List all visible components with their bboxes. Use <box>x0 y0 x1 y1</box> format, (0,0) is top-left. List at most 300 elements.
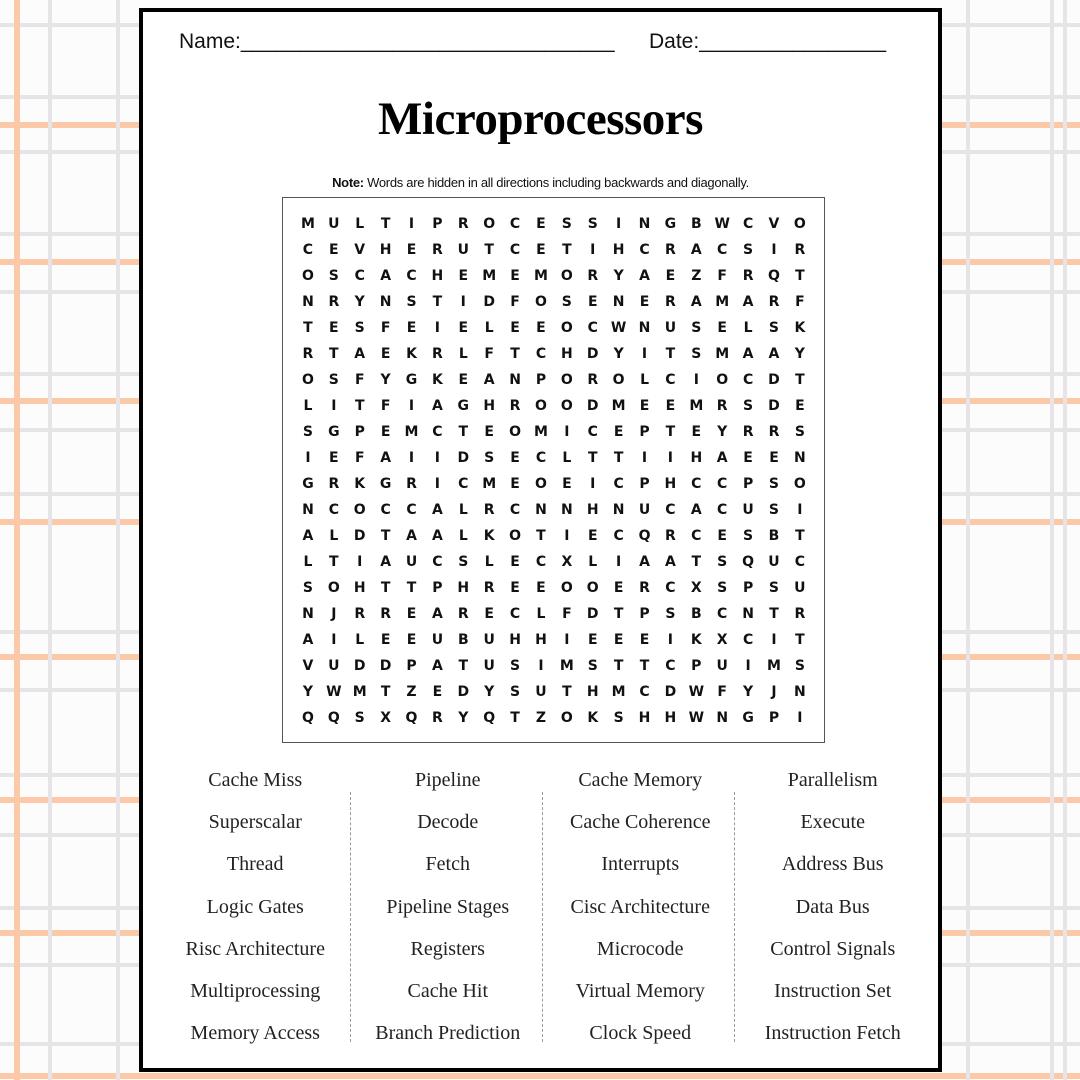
grid-letter[interactable]: D <box>664 684 677 700</box>
grid-letter[interactable]: N <box>612 502 625 518</box>
grid-letter[interactable]: M <box>352 684 367 700</box>
grid-letter[interactable]: C <box>406 502 417 518</box>
grid-letter[interactable]: K <box>406 346 417 362</box>
grid-letter[interactable]: P <box>535 372 547 388</box>
grid-letter[interactable]: Y <box>484 684 495 700</box>
grid-letter[interactable]: I <box>434 320 440 336</box>
grid-letter[interactable]: N <box>612 294 625 310</box>
grid-letter[interactable]: P <box>639 606 650 622</box>
grid-letter[interactable]: H <box>586 502 599 518</box>
grid-letter[interactable]: E <box>406 632 417 648</box>
grid-letter[interactable]: S <box>561 216 572 232</box>
grid-letter[interactable]: S <box>717 580 728 596</box>
grid-letter[interactable]: P <box>406 658 417 674</box>
grid-letter[interactable]: A <box>302 528 314 544</box>
grid-letter[interactable]: U <box>483 632 495 648</box>
grid-letter[interactable]: V <box>302 658 314 674</box>
grid-letter[interactable]: H <box>638 710 651 726</box>
grid-letter[interactable]: I <box>408 216 415 232</box>
grid-letter[interactable]: F <box>717 684 727 700</box>
grid-letter[interactable]: W <box>688 684 705 700</box>
grid-letter[interactable]: R <box>742 268 754 284</box>
grid-letter[interactable]: O <box>612 372 625 388</box>
grid-letter[interactable]: L <box>303 554 313 570</box>
grid-letter[interactable]: P <box>432 580 443 596</box>
grid-letter[interactable]: G <box>742 710 754 726</box>
grid-letter[interactable]: D <box>586 606 599 622</box>
grid-letter[interactable]: T <box>639 658 650 674</box>
grid-letter[interactable]: D <box>353 528 366 544</box>
grid-letter[interactable]: I <box>564 632 570 648</box>
grid-letter[interactable]: F <box>354 372 365 388</box>
grid-letter[interactable]: R <box>768 294 780 310</box>
grid-letter[interactable]: U <box>638 502 651 518</box>
grid-letter[interactable]: O <box>560 710 573 726</box>
grid-letter[interactable]: I <box>331 398 337 414</box>
grid-letter[interactable]: P <box>639 424 650 440</box>
grid-letter[interactable]: S <box>354 710 365 726</box>
grid-letter[interactable]: K <box>794 320 806 336</box>
grid-letter[interactable]: H <box>612 242 625 258</box>
grid-letter[interactable]: Y <box>302 684 314 700</box>
grid-letter[interactable]: E <box>639 632 650 648</box>
grid-letter[interactable]: T <box>458 424 469 440</box>
grid-letter[interactable]: X <box>561 554 573 570</box>
grid-letter[interactable]: O <box>301 268 314 284</box>
grid-letter[interactable]: I <box>771 242 777 258</box>
grid-letter[interactable]: L <box>355 632 365 648</box>
grid-letter[interactable]: D <box>768 398 780 414</box>
grid-letter[interactable]: D <box>379 658 392 674</box>
grid-letter[interactable]: J <box>331 606 337 622</box>
grid-letter[interactable]: C <box>613 476 624 492</box>
grid-letter[interactable]: Y <box>458 710 469 726</box>
grid-letter[interactable]: C <box>742 372 754 388</box>
grid-letter[interactable]: G <box>405 372 418 388</box>
grid-letter[interactable]: A <box>431 398 443 414</box>
grid-letter[interactable]: E <box>769 450 779 466</box>
grid-letter[interactable]: E <box>665 398 676 414</box>
grid-letter[interactable]: C <box>717 502 728 518</box>
grid-letter[interactable]: T <box>795 372 805 388</box>
grid-letter[interactable]: O <box>560 268 573 284</box>
grid-letter[interactable]: I <box>797 502 803 518</box>
grid-letter[interactable]: R <box>457 606 469 622</box>
grid-letter[interactable]: A <box>639 554 650 570</box>
grid-letter[interactable]: S <box>587 216 598 232</box>
grid-letter[interactable]: U <box>768 554 780 570</box>
grid-letter[interactable]: Y <box>613 346 624 362</box>
grid-letter[interactable]: L <box>355 216 365 232</box>
grid-letter[interactable]: H <box>483 398 496 414</box>
grid-letter[interactable]: W <box>688 710 705 726</box>
grid-letter[interactable]: R <box>406 476 417 492</box>
grid-letter[interactable]: L <box>458 346 468 362</box>
grid-letter[interactable]: F <box>380 398 391 414</box>
grid-letter[interactable]: Q <box>638 528 651 544</box>
grid-letter[interactable]: M <box>482 476 497 492</box>
grid-letter[interactable]: L <box>458 528 468 544</box>
grid-letter[interactable]: R <box>639 580 650 596</box>
grid-letter[interactable]: C <box>432 554 443 570</box>
grid-letter[interactable]: S <box>768 476 780 492</box>
grid-letter[interactable]: U <box>431 632 444 648</box>
grid-letter[interactable]: Z <box>535 710 547 726</box>
grid-letter[interactable]: M <box>715 346 730 362</box>
grid-letter[interactable]: N <box>742 606 754 622</box>
grid-letter[interactable]: F <box>380 320 391 336</box>
grid-letter[interactable]: S <box>354 320 365 336</box>
grid-letter[interactable]: U <box>405 554 418 570</box>
grid-letter[interactable]: I <box>434 450 440 466</box>
grid-letter[interactable]: P <box>742 476 754 492</box>
grid-letter[interactable]: A <box>354 346 366 362</box>
grid-letter[interactable]: S <box>665 606 676 622</box>
grid-letter[interactable]: O <box>560 372 573 388</box>
grid-letter[interactable]: C <box>665 580 676 596</box>
grid-letter[interactable]: T <box>510 710 520 726</box>
grid-letter[interactable]: M <box>611 398 626 414</box>
grid-letter[interactable]: T <box>329 554 339 570</box>
grid-letter[interactable]: R <box>587 268 599 284</box>
grid-letter[interactable]: E <box>562 476 572 492</box>
grid-letter[interactable]: H <box>586 684 599 700</box>
grid-letter[interactable]: T <box>510 346 520 362</box>
grid-letter[interactable]: I <box>745 658 751 674</box>
grid-letter[interactable]: R <box>354 606 366 622</box>
grid-letter[interactable]: E <box>484 606 494 622</box>
grid-letter[interactable]: Q <box>483 710 496 726</box>
grid-letter[interactable]: E <box>406 242 417 258</box>
grid-letter[interactable]: S <box>328 372 339 388</box>
grid-letter[interactable]: E <box>484 424 494 440</box>
grid-letter[interactable]: O <box>509 528 522 544</box>
grid-letter[interactable]: U <box>716 658 728 674</box>
grid-letter[interactable]: C <box>742 216 754 232</box>
grid-letter[interactable]: N <box>379 294 392 310</box>
grid-letter[interactable]: R <box>302 346 314 362</box>
grid-letter[interactable]: U <box>457 242 469 258</box>
grid-letter[interactable]: T <box>484 242 494 258</box>
grid-letter[interactable]: S <box>302 424 313 440</box>
grid-letter[interactable]: I <box>460 294 466 310</box>
grid-letter[interactable]: O <box>353 502 366 518</box>
grid-letter[interactable]: I <box>616 554 622 570</box>
grid-letter[interactable]: M <box>533 424 548 440</box>
grid-letter[interactable]: C <box>535 450 547 466</box>
grid-letter[interactable]: C <box>794 554 805 570</box>
grid-letter[interactable]: C <box>665 658 676 674</box>
grid-letter[interactable]: T <box>380 216 391 232</box>
grid-letter[interactable]: C <box>432 424 443 440</box>
grid-letter[interactable]: T <box>432 294 443 310</box>
grid-letter[interactable]: A <box>431 606 443 622</box>
grid-letter[interactable]: B <box>690 606 702 622</box>
grid-letter[interactable]: T <box>769 606 779 622</box>
grid-letter[interactable]: T <box>613 450 624 466</box>
grid-letter[interactable]: U <box>328 216 340 232</box>
grid-letter[interactable]: A <box>742 346 754 362</box>
grid-letter[interactable]: S <box>510 658 521 674</box>
grid-letter[interactable]: I <box>305 450 311 466</box>
grid-letter[interactable]: Y <box>354 294 365 310</box>
grid-letter[interactable]: I <box>331 632 337 648</box>
grid-letter[interactable]: C <box>302 242 314 258</box>
grid-letter[interactable]: E <box>510 476 520 492</box>
grid-letter[interactable]: H <box>664 476 677 492</box>
grid-letter[interactable]: G <box>302 476 314 492</box>
grid-letter[interactable]: C <box>665 502 676 518</box>
grid-letter[interactable]: K <box>587 710 599 726</box>
grid-letter[interactable]: M <box>533 268 548 284</box>
grid-letter[interactable]: U <box>742 502 754 518</box>
grid-letter[interactable]: A <box>664 554 676 570</box>
grid-letter[interactable]: L <box>640 372 649 388</box>
grid-letter[interactable]: E <box>458 320 469 336</box>
grid-letter[interactable]: S <box>484 450 495 466</box>
grid-letter[interactable]: L <box>484 320 494 336</box>
grid-letter[interactable]: C <box>535 346 547 362</box>
grid-letter[interactable]: D <box>457 684 470 700</box>
grid-letter[interactable]: T <box>691 554 702 570</box>
grid-letter[interactable]: N <box>302 606 314 622</box>
grid-letter[interactable]: S <box>587 658 598 674</box>
grid-letter[interactable]: X <box>380 710 392 726</box>
grid-letter[interactable]: Y <box>743 684 754 700</box>
grid-letter[interactable]: S <box>768 320 780 336</box>
grid-letter[interactable]: S <box>768 502 780 518</box>
grid-letter[interactable]: F <box>795 294 805 310</box>
grid-letter[interactable]: T <box>380 684 391 700</box>
grid-letter[interactable]: C <box>691 528 702 544</box>
grid-letter[interactable]: N <box>509 372 521 388</box>
grid-letter[interactable]: K <box>690 632 702 648</box>
grid-letter[interactable]: A <box>742 294 754 310</box>
grid-letter[interactable]: I <box>667 450 674 466</box>
grid-letter[interactable]: E <box>613 580 624 596</box>
grid-letter[interactable]: G <box>457 398 470 414</box>
grid-letter[interactable]: U <box>794 580 806 596</box>
grid-letter[interactable]: R <box>432 710 443 726</box>
grid-letter[interactable]: R <box>380 606 391 622</box>
grid-letter[interactable]: C <box>717 606 728 622</box>
grid-letter[interactable]: D <box>483 294 495 310</box>
grid-letter[interactable]: C <box>742 632 754 648</box>
grid-letter[interactable]: R <box>432 242 443 258</box>
grid-letter[interactable]: C <box>691 476 702 492</box>
grid-letter[interactable]: N <box>302 294 314 310</box>
grid-letter[interactable]: M <box>404 424 419 440</box>
grid-letter[interactable]: I <box>667 632 674 648</box>
grid-letter[interactable]: E <box>795 398 805 414</box>
grid-letter[interactable]: O <box>716 372 729 388</box>
grid-letter[interactable]: C <box>717 476 728 492</box>
grid-letter[interactable]: T <box>613 606 624 622</box>
grid-letter[interactable]: E <box>329 320 339 336</box>
grid-letter[interactable]: C <box>380 502 391 518</box>
grid-letter[interactable]: A <box>690 502 702 518</box>
grid-letter[interactable]: W <box>326 684 342 700</box>
grid-letter[interactable]: E <box>458 372 469 388</box>
grid-letter[interactable]: Y <box>717 424 728 440</box>
grid-letter[interactable]: C <box>328 502 339 518</box>
grid-letter[interactable]: O <box>535 476 547 492</box>
grid-letter[interactable]: O <box>535 294 547 310</box>
grid-letter[interactable]: N <box>638 216 651 232</box>
grid-letter[interactable]: S <box>794 424 805 440</box>
grid-letter[interactable]: D <box>586 346 599 362</box>
grid-letter[interactable]: E <box>380 346 391 362</box>
grid-letter[interactable]: O <box>535 398 547 414</box>
grid-letter[interactable]: N <box>638 320 651 336</box>
grid-letter[interactable]: X <box>716 632 728 648</box>
grid-letter[interactable]: C <box>458 476 469 492</box>
grid-letter[interactable]: E <box>329 450 339 466</box>
grid-letter[interactable]: P <box>639 476 650 492</box>
grid-letter[interactable]: E <box>510 554 520 570</box>
grid-letter[interactable]: A <box>431 528 443 544</box>
grid-letter[interactable]: I <box>590 242 596 258</box>
grid-letter[interactable]: A <box>380 268 392 284</box>
grid-letter[interactable]: E <box>432 684 443 700</box>
grid-letter[interactable]: T <box>536 528 546 544</box>
grid-letter[interactable]: E <box>639 398 650 414</box>
grid-letter[interactable]: F <box>510 294 520 310</box>
grid-letter[interactable]: U <box>483 658 495 674</box>
grid-letter[interactable]: R <box>509 398 521 414</box>
grid-letter[interactable]: S <box>743 528 754 544</box>
grid-letter[interactable]: A <box>639 268 650 284</box>
grid-letter[interactable]: I <box>616 216 622 232</box>
grid-letter[interactable]: S <box>691 320 702 336</box>
date-field[interactable]: Date:________________ <box>649 30 887 53</box>
grid-letter[interactable]: F <box>562 606 572 622</box>
grid-letter[interactable]: P <box>742 580 754 596</box>
grid-letter[interactable]: T <box>329 346 339 362</box>
grid-letter[interactable]: N <box>535 502 547 518</box>
grid-letter[interactable]: R <box>768 424 780 440</box>
grid-letter[interactable]: R <box>328 294 340 310</box>
grid-letter[interactable]: C <box>587 424 598 440</box>
grid-letter[interactable]: O <box>560 398 573 414</box>
grid-letter[interactable]: C <box>639 242 650 258</box>
grid-letter[interactable]: N <box>794 684 806 700</box>
grid-letter[interactable]: P <box>768 710 780 726</box>
grid-letter[interactable]: R <box>665 528 676 544</box>
grid-letter[interactable]: R <box>432 346 443 362</box>
grid-letter[interactable]: S <box>613 710 624 726</box>
name-field[interactable]: Name:________________________________ <box>179 30 615 53</box>
grid-letter[interactable]: T <box>562 242 572 258</box>
grid-letter[interactable]: P <box>354 424 365 440</box>
grid-letter[interactable]: S <box>743 398 754 414</box>
grid-letter[interactable]: L <box>458 502 468 518</box>
grid-letter[interactable]: C <box>509 502 521 518</box>
grid-letter[interactable]: E <box>510 450 520 466</box>
grid-letter[interactable]: L <box>484 554 494 570</box>
grid-letter[interactable]: C <box>613 528 624 544</box>
grid-letter[interactable]: C <box>665 372 676 388</box>
grid-letter[interactable]: E <box>587 294 598 310</box>
grid-letter[interactable]: H <box>457 580 470 596</box>
grid-letter[interactable]: T <box>303 320 313 336</box>
grid-letter[interactable]: R <box>794 606 806 622</box>
grid-letter[interactable]: M <box>300 216 315 232</box>
grid-letter[interactable]: G <box>379 476 392 492</box>
grid-letter[interactable]: E <box>406 606 417 622</box>
grid-letter[interactable]: A <box>690 242 702 258</box>
grid-letter[interactable]: K <box>431 372 443 388</box>
grid-letter[interactable]: I <box>693 372 699 388</box>
grid-letter[interactable]: S <box>458 554 469 570</box>
grid-letter[interactable]: I <box>357 554 363 570</box>
grid-letter[interactable]: R <box>665 242 676 258</box>
grid-letter[interactable]: M <box>689 398 704 414</box>
grid-letter[interactable]: Q <box>301 710 314 726</box>
grid-letter[interactable]: O <box>301 372 314 388</box>
grid-letter[interactable]: O <box>483 216 496 232</box>
grid-letter[interactable]: A <box>483 372 495 388</box>
grid-letter[interactable]: L <box>329 528 339 544</box>
grid-letter[interactable]: N <box>302 502 314 518</box>
grid-letter[interactable]: S <box>691 346 702 362</box>
grid-letter[interactable]: O <box>327 580 340 596</box>
grid-letter[interactable]: I <box>641 450 648 466</box>
grid-letter[interactable]: Y <box>613 268 624 284</box>
grid-letter[interactable]: A <box>380 450 392 466</box>
grid-letter[interactable]: G <box>664 216 677 232</box>
grid-letter[interactable]: I <box>564 424 570 440</box>
grid-letter[interactable]: W <box>610 320 627 336</box>
grid-letter[interactable]: D <box>457 450 470 466</box>
grid-letter[interactable]: I <box>641 346 648 362</box>
grid-letter[interactable]: S <box>717 554 728 570</box>
grid-letter[interactable]: S <box>561 294 572 310</box>
grid-letter[interactable]: Q <box>327 710 340 726</box>
grid-letter[interactable]: L <box>562 450 572 466</box>
grid-letter[interactable]: T <box>562 684 572 700</box>
grid-letter[interactable]: C <box>717 242 728 258</box>
grid-letter[interactable]: E <box>536 320 546 336</box>
grid-letter[interactable]: M <box>559 658 574 674</box>
grid-letter[interactable]: F <box>717 268 727 284</box>
grid-letter[interactable]: L <box>536 606 546 622</box>
grid-letter[interactable]: R <box>742 424 754 440</box>
grid-letter[interactable]: E <box>613 424 624 440</box>
grid-letter[interactable]: S <box>302 580 313 596</box>
grid-letter[interactable]: I <box>590 476 596 492</box>
grid-letter[interactable]: E <box>639 294 650 310</box>
grid-letter[interactable]: A <box>302 632 314 648</box>
grid-letter[interactable]: M <box>767 658 781 674</box>
grid-letter[interactable]: Z <box>691 268 702 284</box>
grid-letter[interactable]: C <box>509 242 521 258</box>
grid-letter[interactable]: L <box>588 554 598 570</box>
grid-letter[interactable]: H <box>509 632 521 648</box>
grid-letter[interactable]: W <box>714 216 730 232</box>
grid-letter[interactable]: C <box>535 554 547 570</box>
grid-letter[interactable]: S <box>406 294 417 310</box>
grid-letter[interactable]: T <box>795 528 805 544</box>
grid-letter[interactable]: Q <box>742 554 755 570</box>
grid-letter[interactable]: T <box>458 658 469 674</box>
grid-letter[interactable]: O <box>560 320 573 336</box>
grid-letter[interactable]: A <box>431 658 443 674</box>
grid-letter[interactable]: S <box>743 242 754 258</box>
grid-letter[interactable]: R <box>328 476 340 492</box>
grid-letter[interactable]: C <box>354 268 365 284</box>
grid-letter[interactable]: T <box>354 398 365 414</box>
